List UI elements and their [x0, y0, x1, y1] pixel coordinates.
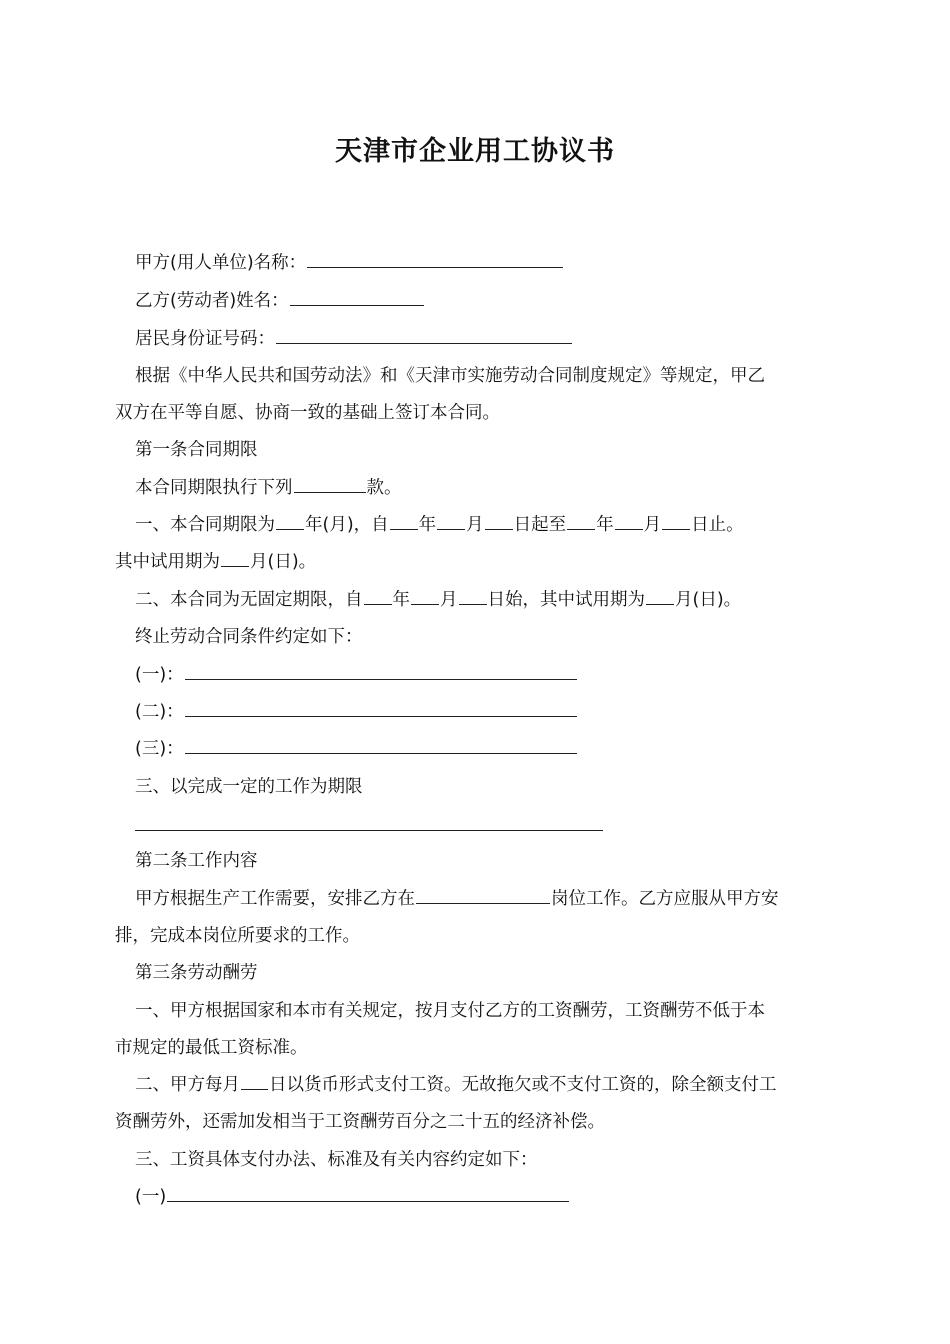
- open-start-day-blank[interactable]: [459, 588, 487, 605]
- termination-item-label: (一)：: [135, 665, 184, 685]
- task-term-line: 三、以完成一定的工作为期限: [135, 777, 363, 797]
- preamble-line-1: 根据《中华人民共和国劳动法》和《天津市实施劳动合同制度规定》等规定，甲乙: [135, 366, 765, 386]
- party-b-label: 乙方(劳动者)姓名：: [135, 291, 289, 311]
- article2-line-2: 排，完成本岗位所要求的工作。: [115, 926, 360, 946]
- fixed-term-text: 年: [596, 515, 614, 535]
- clause3-item-label: (一): [135, 1187, 167, 1207]
- open-term-text: 年: [392, 590, 410, 610]
- article3-clause2-line2: 资酬劳外，还需加发相当于工资酬劳百分之二十五的经济补偿。: [115, 1112, 605, 1132]
- party-b-line: [135, 288, 425, 314]
- id-number-line: [135, 326, 573, 352]
- fixed-term-text: 月: [466, 515, 484, 535]
- position-blank[interactable]: [416, 887, 550, 904]
- termination-item-blank[interactable]: [185, 700, 577, 717]
- id-number-label: 居民身份证号码：: [135, 329, 275, 349]
- article3-heading: 第三条劳动酬劳: [135, 963, 258, 983]
- fixed-term-text: 日起至: [513, 515, 567, 535]
- termination-item-blank[interactable]: [185, 737, 577, 754]
- article3-clause3: 三、工资具体支付办法、标准及有关内容约定如下：: [135, 1150, 538, 1170]
- fixed-term-line-2: [115, 549, 316, 575]
- article3-text: 日以货币形式支付工资。无故拖欠或不支付工资的，除全额支付工: [269, 1075, 777, 1095]
- termination-item: [135, 662, 578, 688]
- clause-number-blank[interactable]: [294, 476, 366, 493]
- document-title: 天津市企业用工协议书: [335, 136, 615, 167]
- termination-item-blank[interactable]: [185, 663, 577, 680]
- execute-prefix: 本合同期限执行下列: [135, 478, 293, 498]
- termination-item: [135, 736, 578, 762]
- probation-prefix: 其中试用期为: [115, 552, 220, 572]
- end-year-blank[interactable]: [567, 513, 595, 530]
- open-probation-blank[interactable]: [646, 588, 674, 605]
- open-start-month-blank[interactable]: [411, 588, 439, 605]
- id-number-blank[interactable]: [276, 327, 572, 344]
- pay-day-blank[interactable]: [241, 1073, 268, 1090]
- termination-item-label: (三)：: [135, 739, 184, 759]
- party-a-name-blank[interactable]: [307, 251, 563, 268]
- article1-heading: 第一条合同期限: [135, 440, 258, 460]
- open-term-text: 二、本合同为无固定期限，自: [135, 590, 363, 610]
- fixed-term-text: 年: [418, 515, 437, 535]
- preamble-line-2: 双方在平等自愿、协商一致的基础上签订本合同。: [115, 403, 500, 423]
- termination-item: [135, 699, 578, 725]
- clause3-item-blank[interactable]: [167, 1185, 569, 1202]
- fixed-term-line-1: [135, 512, 744, 538]
- article3-text: 二、甲方每月: [135, 1075, 240, 1095]
- fixed-term-text: 月: [643, 515, 662, 535]
- article3-clause3-item: [135, 1184, 570, 1210]
- open-start-year-blank[interactable]: [364, 588, 392, 605]
- start-month-blank[interactable]: [437, 513, 465, 530]
- article2-text: 甲方根据生产工作需要，安排乙方在: [135, 889, 415, 909]
- open-term-text: 月: [440, 590, 458, 610]
- probation-blank[interactable]: [221, 550, 249, 567]
- article3-clause1-line2: 市规定的最低工资标准。: [115, 1038, 308, 1058]
- article2-heading: 第二条工作内容: [135, 851, 258, 871]
- article2-line-1: [135, 886, 779, 912]
- end-month-blank[interactable]: [615, 513, 643, 530]
- party-a-label: 甲方(用人单位)名称：: [135, 253, 307, 273]
- task-term-blank[interactable]: [135, 830, 603, 831]
- execute-suffix: 款。: [366, 478, 402, 498]
- end-day-blank[interactable]: [662, 513, 690, 530]
- start-day-blank[interactable]: [485, 513, 513, 530]
- fixed-term-text: 日止。: [691, 515, 744, 535]
- open-term-text: 日始，其中试用期为: [487, 590, 645, 610]
- party-a-line: [135, 250, 564, 276]
- article2-text: 岗位工作。乙方应服从甲方安: [551, 889, 779, 909]
- fixed-term-text: 一、本合同期限为: [135, 515, 275, 535]
- termination-item-label: (二)：: [135, 702, 184, 722]
- probation-suffix: 月(日)。: [250, 552, 317, 572]
- party-b-name-blank[interactable]: [290, 289, 424, 306]
- article1-execute-line: [135, 475, 402, 501]
- fixed-term-text: 年(月)，自: [305, 515, 389, 535]
- open-term-text: 月(日)。: [675, 590, 742, 610]
- article3-clause2-line1: [135, 1072, 777, 1098]
- open-term-line: [135, 587, 741, 613]
- start-year-blank[interactable]: [390, 513, 418, 530]
- term-length-blank[interactable]: [276, 513, 304, 530]
- termination-heading: 终止劳动合同条件约定如下：: [135, 627, 363, 647]
- article3-clause1-line1: 一、甲方根据国家和本市有关规定，按月支付乙方的工资酬劳，工资酬劳不低于本: [135, 1001, 765, 1021]
